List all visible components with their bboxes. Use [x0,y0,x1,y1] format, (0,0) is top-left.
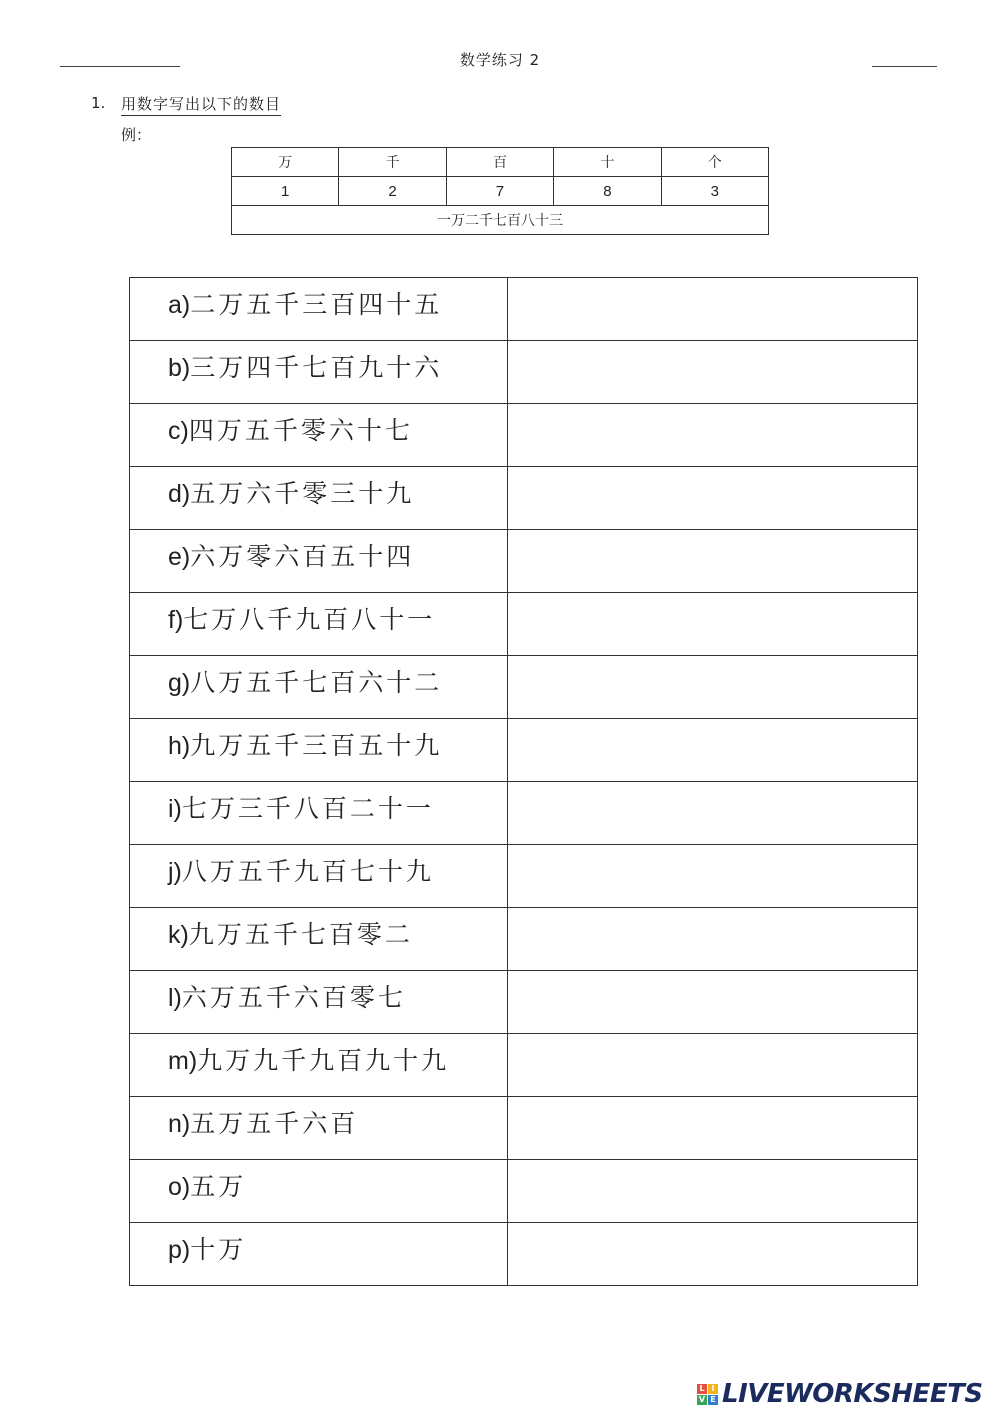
answer-cell[interactable] [508,593,918,656]
answer-row [130,782,918,845]
item-label [168,663,507,699]
item-label [168,1167,507,1203]
item-label [168,978,507,1014]
item-label-cell [130,845,508,908]
item-chinese-number: 六万零六百五十四 [190,542,415,571]
item-label [168,789,507,825]
example-digit-cell: 7 [446,177,553,206]
item-chinese-number: 七万八千九百八十一 [183,605,436,634]
example-header-cell: 千 [339,148,446,177]
item-label-cell [130,656,508,719]
example-header-cell: 万 [232,148,339,177]
answer-cell[interactable] [508,971,918,1034]
answer-row [130,971,918,1034]
answer-input[interactable] [508,530,917,592]
answer-cell[interactable] [508,467,918,530]
item-label-cell [130,1160,508,1223]
item-chinese-number: 十万 [190,1235,247,1264]
item-chinese-number: 三万四千七百九十六 [190,353,443,382]
item-label [168,1104,507,1140]
answer-input[interactable] [508,467,917,529]
item-letter: j) [168,858,182,886]
item-label-cell [130,467,508,530]
liveworksheets-logo [697,1376,983,1412]
example-words-cell: 一万二千七百八十三 [232,206,769,235]
answer-row [130,719,918,782]
item-letter: g) [168,669,191,697]
item-chinese-number: 八万五千七百六十二 [190,668,443,697]
logo-mark-letter: E [708,1395,718,1405]
item-label [168,411,507,447]
item-letter: p) [168,1236,191,1264]
item-label-cell [130,530,508,593]
page-title: 数学练习 2 [459,51,541,69]
example-header-cell: 百 [446,148,553,177]
question-text: 用数字写出以下的数目 [121,93,281,116]
item-letter: b) [168,354,191,382]
item-chinese-number: 五万 [190,1172,247,1201]
example-digit-cell: 3 [661,177,768,206]
item-chinese-number: 五万六千零三十九 [190,479,415,508]
answer-input[interactable] [508,908,917,970]
answer-input[interactable] [508,719,917,781]
item-label [168,348,507,384]
item-letter: f) [168,606,184,634]
item-label-cell [130,1223,508,1286]
item-label-cell [130,341,508,404]
answer-row [130,593,918,656]
item-label-cell [130,278,508,341]
question-number: 1. [91,94,106,112]
item-label [168,726,507,762]
answer-row [130,278,918,341]
item-chinese-number: 九万五千七百零二 [188,920,413,949]
item-label-cell [130,1097,508,1160]
item-label-cell [130,719,508,782]
item-label-cell [130,593,508,656]
answer-row [130,845,918,908]
answer-cell[interactable] [508,1034,918,1097]
item-chinese-number: 九万五千三百五十九 [190,731,443,760]
item-letter: o) [168,1173,191,1201]
answer-cell[interactable] [508,278,918,341]
answer-input[interactable] [508,404,917,466]
example-header-cell: 十 [554,148,661,177]
item-label [168,1041,507,1077]
item-chinese-number: 五万五千六百 [190,1109,359,1138]
answer-cell[interactable] [508,845,918,908]
answer-input[interactable] [508,782,917,844]
answer-row [130,1034,918,1097]
item-label-cell [130,782,508,845]
item-label [168,1230,507,1266]
logo-mark-letter: V [698,1395,706,1404]
answer-row [130,1097,918,1160]
answer-input[interactable] [508,593,917,655]
item-letter: h) [168,732,191,760]
example-digit-row [232,177,769,206]
item-letter: e) [168,543,191,571]
answer-cell[interactable] [508,341,918,404]
answer-table [129,277,918,1286]
answer-row [130,467,918,530]
answer-cell[interactable] [508,404,918,467]
answer-row [130,341,918,404]
example-label: 例： [121,126,152,144]
answer-cell[interactable] [508,908,918,971]
example-place-value-table [231,147,769,235]
answer-cell[interactable] [508,656,918,719]
item-letter: d) [168,480,191,508]
item-label [168,915,507,951]
answer-input[interactable] [508,1034,917,1096]
answer-input[interactable] [508,845,917,907]
item-letter: m) [168,1047,198,1075]
example-header-row [232,148,769,177]
item-label-cell [130,908,508,971]
answer-row [130,404,918,467]
item-label [168,474,507,510]
answer-input[interactable] [508,1160,917,1222]
answer-cell[interactable] [508,1160,918,1223]
example-words-row [232,206,769,235]
answer-input[interactable] [508,656,917,718]
item-label [168,852,507,888]
item-letter: l) [168,984,182,1012]
answer-cell[interactable] [508,782,918,845]
item-letter: c) [168,417,189,445]
item-label [168,285,507,321]
answer-row [130,908,918,971]
item-letter: i) [168,795,182,823]
item-label-cell [130,404,508,467]
example-digit-cell: 1 [232,177,339,206]
item-chinese-number: 六万五千六百零七 [181,983,406,1012]
item-label-cell [130,1034,508,1097]
answer-cell[interactable] [508,1097,918,1160]
logo-mark-letter: L [697,1384,707,1394]
item-letter: n) [168,1110,191,1138]
answer-input[interactable] [508,1223,917,1285]
logo-text: LIVEWORKSHEETS [722,1379,983,1409]
item-letter: a) [168,291,191,319]
answer-row [130,1223,918,1286]
answer-row [130,1160,918,1223]
item-chinese-number: 九万九千九百九十九 [197,1046,450,1075]
example-digit-cell: 2 [339,177,446,206]
item-letter: k) [168,921,189,949]
answer-input[interactable] [508,278,917,340]
answer-input[interactable] [508,341,917,403]
answer-row [130,530,918,593]
answer-input[interactable] [508,1097,917,1159]
item-chinese-number: 四万五千零六十七 [188,416,413,445]
item-label [168,600,507,636]
answer-row [130,656,918,719]
answer-cell[interactable] [508,719,918,782]
item-chinese-number: 八万五千九百七十九 [181,857,434,886]
item-label-cell [130,971,508,1034]
answer-cell[interactable] [508,530,918,593]
logo-mark-letter: I [708,1384,718,1394]
example-digit-cell: 8 [554,177,661,206]
item-label [168,537,507,573]
item-chinese-number: 七万三千八百二十一 [181,794,434,823]
answer-input[interactable] [508,971,917,1033]
answer-cell[interactable] [508,1223,918,1286]
example-header-cell: 个 [661,148,768,177]
logo-mark-icon [697,1384,718,1405]
item-chinese-number: 二万五千三百四十五 [190,290,443,319]
